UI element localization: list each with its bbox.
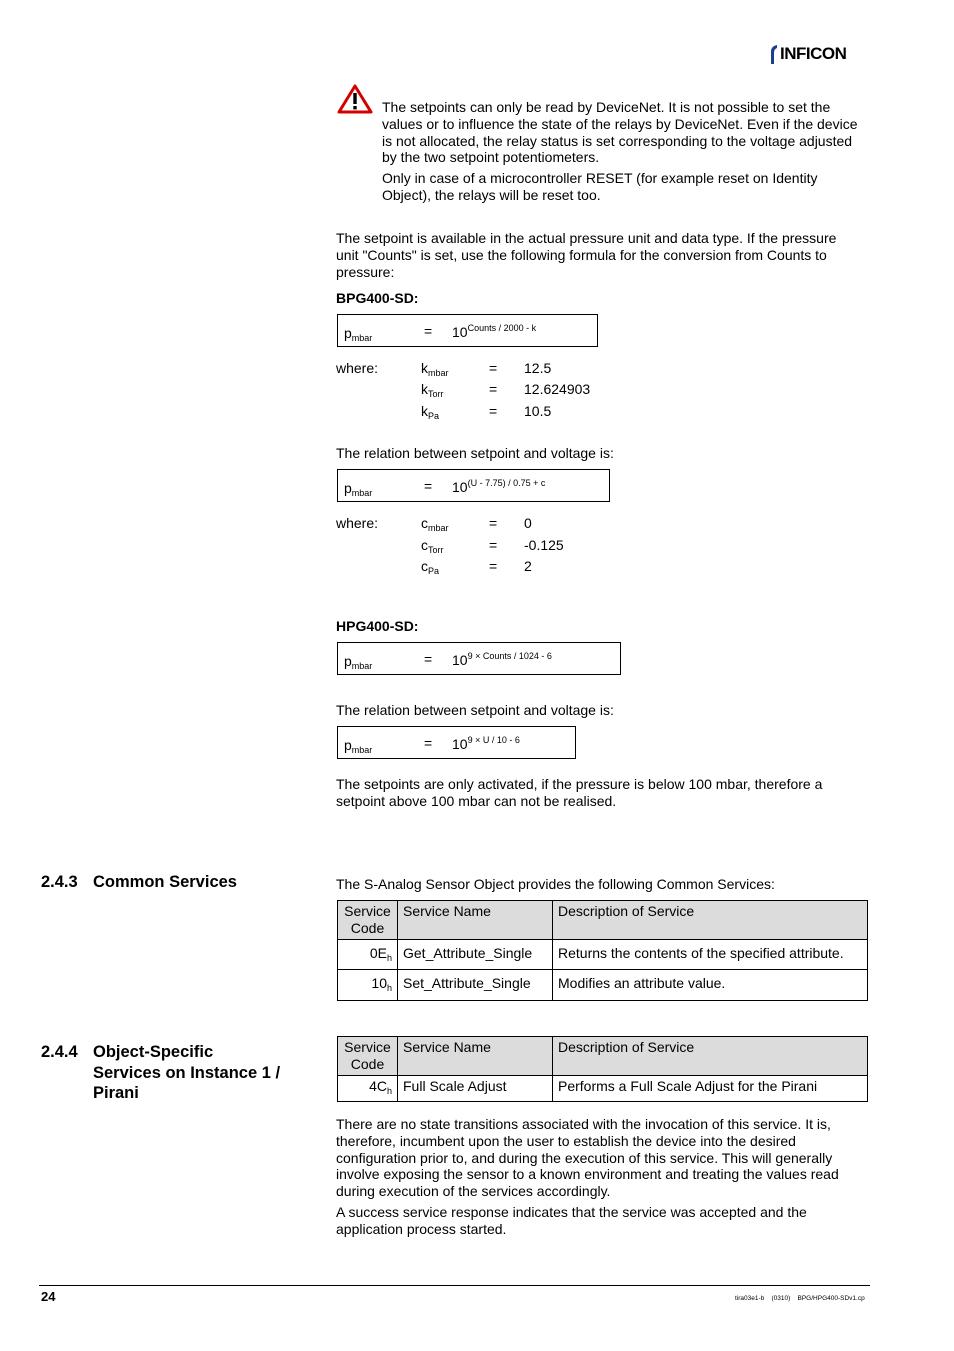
bpg-formula-counts	[337, 314, 598, 347]
service-name: Get_Attribute_Single	[398, 939, 553, 970]
header-service-code: Service Code	[338, 1037, 398, 1076]
header-description: Description of Service	[553, 901, 868, 940]
hpg-relation-text: The relation between setpoint and voltage is:	[336, 702, 614, 718]
bpg-relation-text: The relation between setpoint and voltage is:	[336, 445, 614, 461]
service-code: $4C_h$	[338, 1075, 398, 1102]
page-number: 24	[41, 1289, 56, 1304]
warning-text-1: The setpoints can only be read by DeviceNet. It is not possible to set the values or to influence the state of the relays by DeviceNet. Even if the device is not allocated, the relay status is set corresponding to the voltage adjusted by the two setpoint potentiometers.	[382, 99, 858, 166]
section-243-intro: The S-Analog Sensor Object provides the following Common Services:	[336, 876, 775, 892]
where-value: 12.5	[524, 360, 552, 376]
where-value: 2	[524, 558, 532, 574]
where-var: $c_{Pa}$	[421, 558, 440, 576]
formula-rhs: $10^{9 \times U / 10 - 6}$	[452, 735, 520, 752]
where-label: where:	[336, 360, 379, 376]
formula-rhs: $10^{9 \times Counts / 1024 - 6}$	[452, 651, 552, 668]
header-service-code: Service Code	[338, 901, 398, 940]
where-var: $k_{mbar}$	[421, 360, 449, 378]
where-var: $k_{Torr}$	[421, 381, 444, 399]
formula-equals: =	[424, 651, 433, 667]
section-heading-243: 2.4.3 Common Services	[41, 873, 237, 891]
where-eq: =	[489, 381, 498, 397]
formula-lhs: $p_{mbar}$	[344, 737, 373, 755]
where-value: 10.5	[524, 403, 552, 419]
table-row	[338, 970, 868, 1001]
warning-icon	[337, 84, 373, 114]
table-header-row	[338, 1037, 868, 1076]
footer-rule	[39, 1285, 870, 1286]
service-description: Modifies an attribute value.	[553, 970, 868, 1001]
hpg-formula-voltage	[337, 726, 576, 759]
formula-equals: =	[424, 323, 433, 339]
hpg-formula-counts	[337, 642, 621, 675]
service-name: Set_Attribute_Single	[398, 970, 553, 1001]
formula-rhs: $10^{Counts / 2000 - k}$	[452, 323, 537, 340]
where-value: 0	[524, 515, 532, 531]
table-row	[338, 1075, 868, 1102]
formula-lhs: $p_{mbar}$	[344, 653, 373, 671]
where-label: where:	[336, 515, 379, 531]
bpg-title: BPG400-SD:	[336, 290, 419, 306]
where-eq: =	[489, 515, 498, 531]
formula-equals: =	[424, 735, 433, 751]
where-var: $k_{Pa}$	[421, 403, 440, 421]
inficon-logo	[768, 44, 846, 64]
footer-reference: tira03e1-b (0310) BPG/HPG400-SDv1.cp	[735, 1295, 865, 1302]
table-row	[338, 939, 868, 970]
where-value: 12.624903	[524, 381, 591, 397]
service-description: Returns the contents of the specified attribute.	[553, 939, 868, 970]
intro-paragraph: The setpoint is available in the actual pressure unit and data type. If the pressure unit "Counts" is set, use the following formula for the conversion from Counts to pressure:	[336, 230, 837, 280]
where-eq: =	[489, 360, 498, 376]
where-var: $c_{mbar}$	[421, 515, 449, 533]
service-name: Full Scale Adjust	[398, 1075, 553, 1102]
service-code: $10_h$	[338, 970, 398, 1001]
formula-lhs: $p_{mbar}$	[344, 325, 373, 343]
bpg-formula-voltage	[337, 469, 610, 502]
common-services-table	[337, 900, 868, 1001]
formula-equals: =	[424, 478, 433, 494]
section-heading-244: 2.4.4 Object-Specific Services on Instance 1 / Pirani	[41, 1043, 281, 1102]
where-var: $c_{Torr}$	[421, 537, 444, 555]
warning-text-2: Only in case of a microcontroller RESET (for example reset on Identity Object), the relays will be reset too.	[382, 170, 818, 203]
object-services-table	[337, 1036, 868, 1102]
service-code: $0E_h$	[338, 939, 398, 970]
header-description: Description of Service	[553, 1037, 868, 1076]
section-244-paragraph-2: A success service response indicates that the service was accepted and the application process started.	[336, 1204, 807, 1237]
service-description: Performs a Full Scale Adjust for the Pirani	[553, 1075, 868, 1102]
formula-rhs: $10^{(U - 7.75) / 0.75 + c}$	[452, 478, 546, 495]
logo-mark-icon	[768, 44, 778, 64]
section-244-paragraph-1: There are no state transitions associated with the invocation of this service. It is, therefore, incumbent upon the user to establish the device into the desired configuration prior to, and during the execution of this service. This will generally involve exposing the sensor to a known environment and treating the values read during execution of the services accordingly.	[336, 1116, 839, 1200]
formula-lhs: $p_{mbar}$	[344, 480, 373, 498]
where-eq: =	[489, 558, 498, 574]
header-service-name: Service Name	[398, 901, 553, 940]
logo-text: INFICON	[780, 44, 847, 63]
where-eq: =	[489, 537, 498, 553]
where-eq: =	[489, 403, 498, 419]
where-value: -0.125	[524, 537, 564, 553]
table-header-row	[338, 901, 868, 940]
hpg-title: HPG400-SD:	[336, 618, 419, 634]
header-service-name: Service Name	[398, 1037, 553, 1076]
activation-note: The setpoints are only activated, if the pressure is below 100 mbar, therefore a setpoint above 100 mbar can not be realised.	[336, 776, 823, 809]
